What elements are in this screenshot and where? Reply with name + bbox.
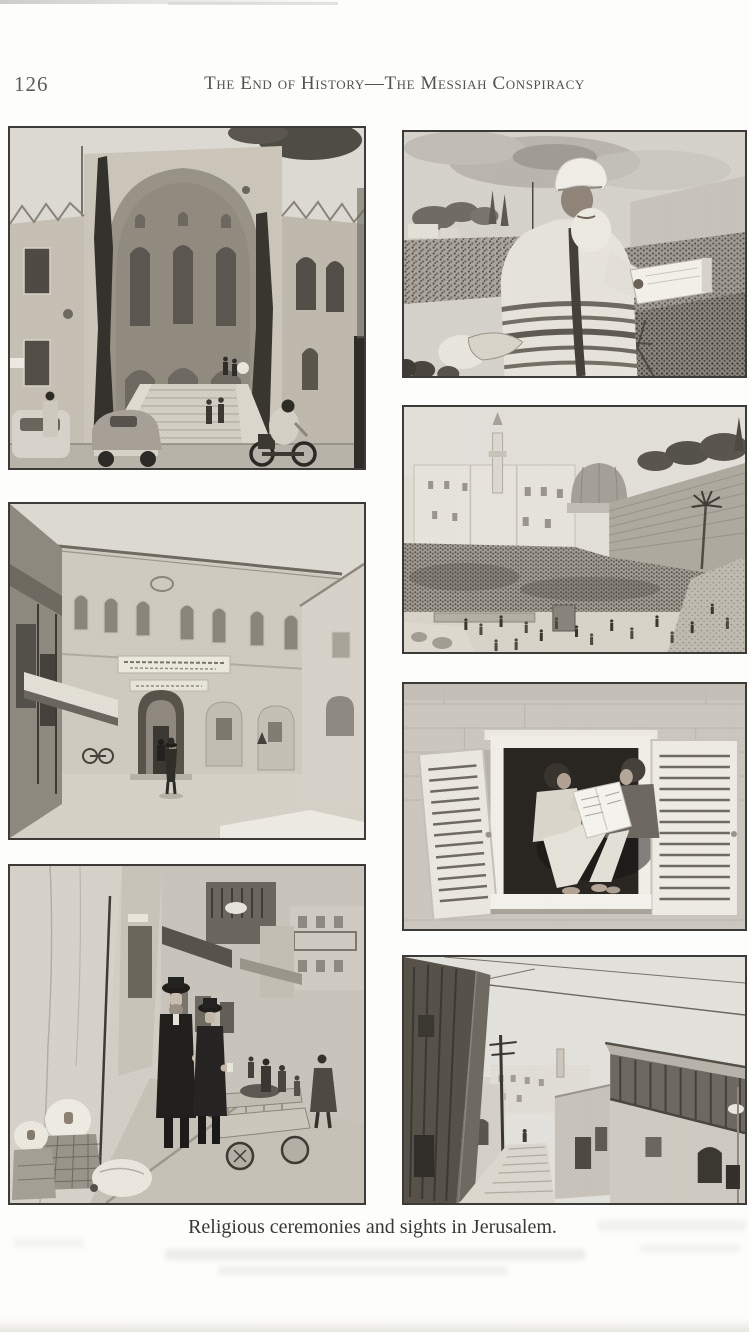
photo-street-orthodox-men [8, 864, 366, 1205]
photo-old-city-lane [402, 955, 747, 1205]
photo-elder-with-tallit [402, 130, 747, 378]
scan-artifact-top-2 [168, 2, 338, 5]
showthrough-text-line [14, 1238, 84, 1248]
showthrough-text-line [640, 1244, 740, 1253]
photo-synagogue-facade [8, 126, 366, 470]
photo-stone-synagogue [8, 502, 366, 840]
photo-illustration [10, 128, 364, 468]
photo-illustration [10, 866, 364, 1203]
photo-window-readers [402, 682, 747, 931]
page-number: 126 [14, 72, 49, 96]
photo-illustration [404, 684, 745, 929]
photo-illustration [404, 132, 745, 376]
photo-caption: Religious ceremonies and sights in Jerusalem. [188, 1216, 557, 1238]
showthrough-text-line [218, 1266, 508, 1275]
scan-artifact-bottom [0, 1318, 749, 1332]
showthrough-text-line [598, 1220, 746, 1231]
photo-illustration [404, 407, 745, 652]
photo-western-wall-crowd [402, 405, 747, 654]
photo-illustration [10, 504, 364, 838]
running-head: The End of History—The Messiah Conspiracy [204, 73, 585, 94]
showthrough-text-line [165, 1249, 585, 1260]
photo-illustration [404, 957, 745, 1203]
